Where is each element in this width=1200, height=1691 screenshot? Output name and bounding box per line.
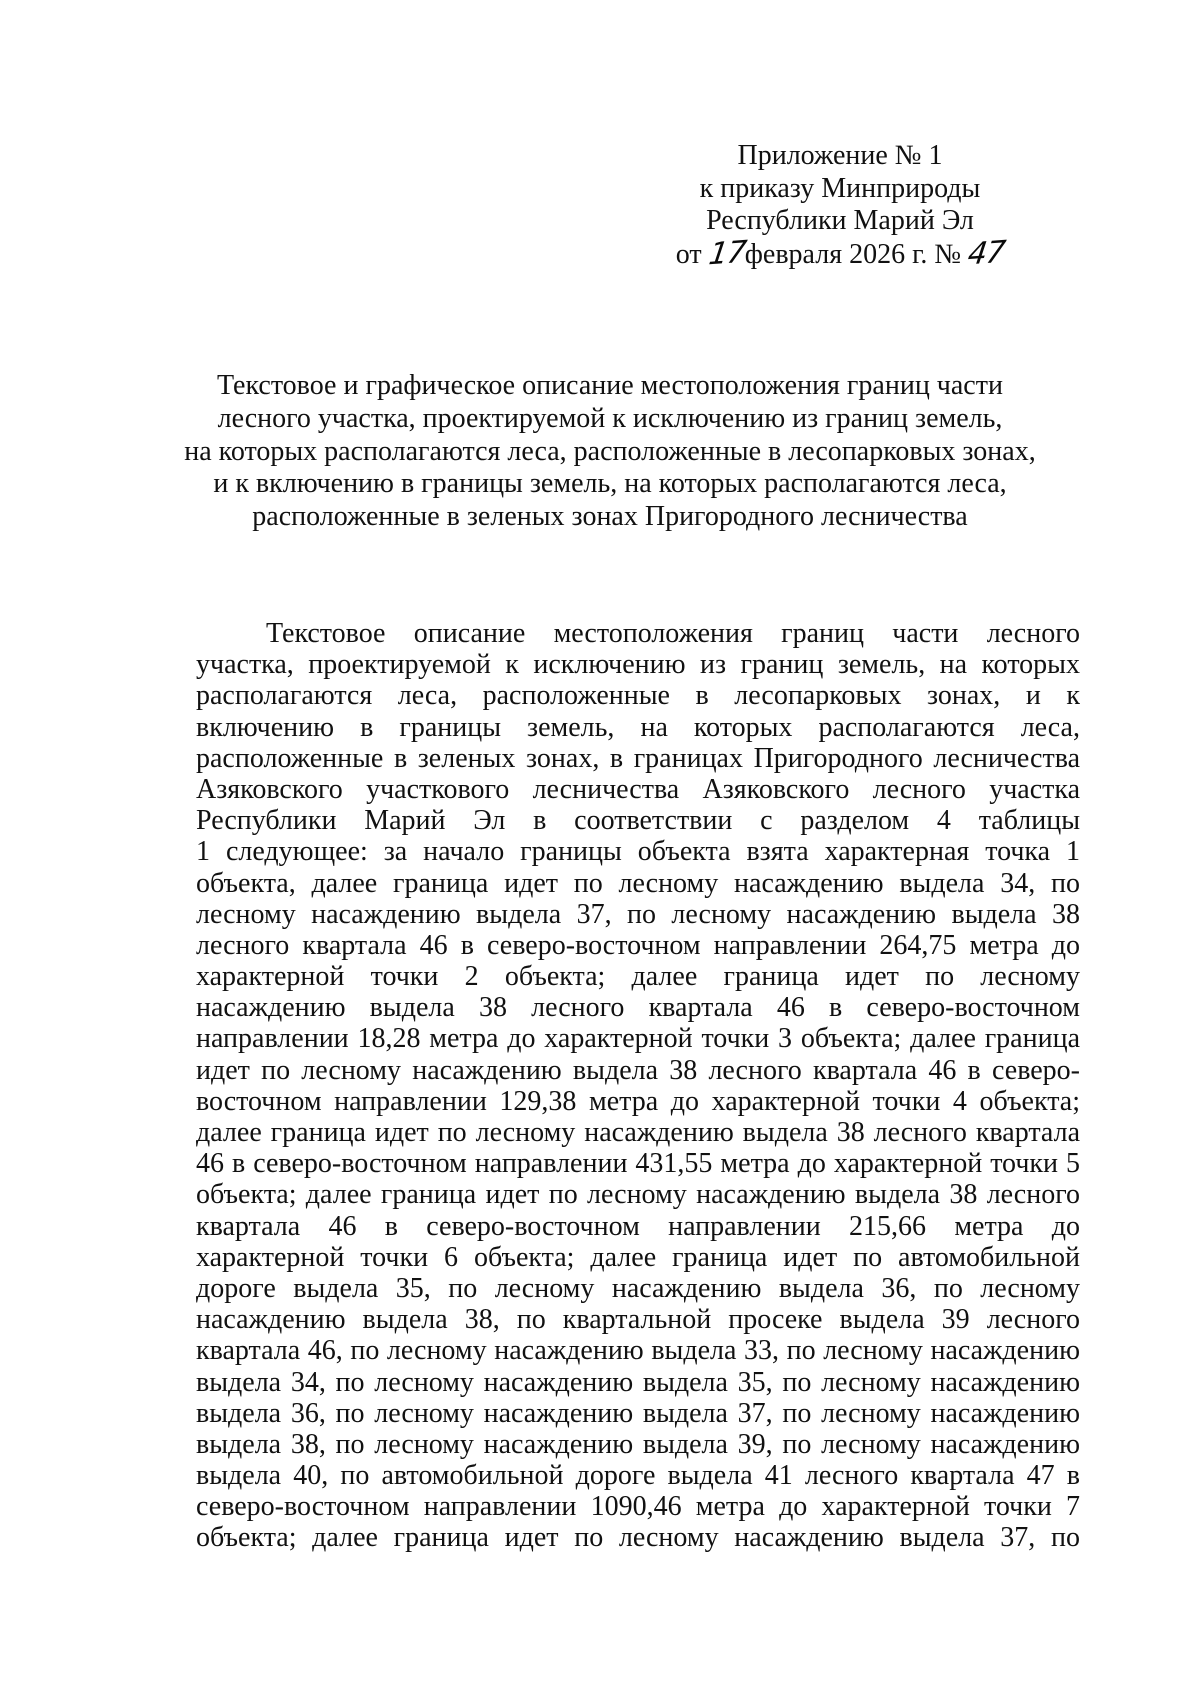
body-line: участка, проектируемой к исключению из границ земель, на которых [196, 649, 1080, 681]
body-line: 1 следующее: за начало границы объекта взята характерная точка 1 [196, 836, 1080, 868]
title-line: расположенные в зеленых зонах Пригородного лесничества [252, 501, 968, 533]
body-line: объекта; далее граница идет по лесному насаждению выдела 38 лесного [196, 1179, 1080, 1211]
body-line: лесного квартала 46 в северо-восточном направлении 264,75 метра до [196, 929, 1080, 961]
body-line: квартала 46, по лесному насаждению выдела 33, по лесному насаждению [196, 1335, 1080, 1367]
body-line: Республики Марий Эл в соответствии с разделом 4 таблицы [196, 805, 1080, 837]
appendix-number: Приложение № 1 [737, 140, 943, 171]
body-line: восточном направлении 129,38 метра до характерной точки 4 объекта; [196, 1085, 1080, 1117]
body-line: выдела 40, по автомобильной дороге выдела 41 лесного квартала 47 в [196, 1460, 1080, 1492]
body-line: северо-восточном направлении 1090,46 метра до характерной точки 7 [196, 1491, 1080, 1523]
body-line: выдела 34, по лесному насаждению выдела 35, по лесному насаждению [196, 1366, 1080, 1398]
title-line: лесного участка, проектируемой к исключению из границ земель, [217, 402, 1003, 434]
appendix-order-ref: к приказу Минприроды [699, 172, 981, 204]
title-line: Текстовое и графическое описание местоположения границ части [217, 370, 1003, 401]
appendix-date-line [620, 234, 1060, 272]
appendix-republic: Республики Марий Эл [706, 205, 974, 236]
body-line: Азяковского участкового лесничества Азяковского лесного участка [196, 773, 1080, 805]
appendix-date-middle: февраля 2026 г. № [744, 238, 969, 270]
body-line: располагаются леса, расположенные в лесопарковых зонах, и к [196, 680, 1080, 712]
body-line: лесному насаждению выдела 37, по лесному насаждению выдела 38 [196, 898, 1080, 930]
body-line: включению в границы земель, на которых располагаются леса, [196, 711, 1080, 743]
body-line: объекта; далее граница идет по лесному насаждению выдела 37, по [196, 1522, 1080, 1554]
title-line: и к включению в границы земель, на которых располагаются леса, [213, 468, 1007, 500]
title-line: на которых располагаются леса, расположенные в лесопарковых зонах, [184, 435, 1036, 467]
handwritten-order-number: 47 [965, 234, 1007, 272]
body-line: насаждению выдела 38 лесного квартала 46 в северо-восточном [196, 992, 1080, 1024]
body-line: выдела 38, по лесному насаждению выдела 39, по лесному насаждению [196, 1428, 1080, 1460]
body-line: направлении 18,28 метра до характерной точки 3 объекта; далее граница [196, 1023, 1080, 1055]
body-line: характерной точки 2 объекта; далее граница идет по лесному [196, 961, 1080, 993]
body-line: идет по лесному насаждению выдела 38 лесного квартала 46 в северо- [196, 1054, 1080, 1086]
body-line: Текстовое описание местоположения границ части лесного [266, 618, 1080, 649]
appendix-header [620, 140, 1060, 271]
body-line: насаждению выдела 38, по квартальной просеке выдела 39 лесного [196, 1304, 1080, 1336]
body-line: 46 в северо-восточном направлении 431,55 метра до характерной точки 5 [196, 1148, 1080, 1180]
body-line: расположенные в зеленых зонах, в границах Пригородного лесничества [196, 742, 1080, 774]
body-paragraph [196, 618, 1080, 1554]
body-line: далее граница идет по лесному насаждению выдела 38 лесного квартала [196, 1117, 1080, 1148]
body-line: выдела 36, по лесному насаждению выдела 37, по лесному насаждению [196, 1397, 1080, 1429]
body-line: квартала 46 в северо-восточном направлении 215,66 метра до [196, 1210, 1080, 1242]
document-title [160, 370, 1060, 534]
body-line: характерной точки 6 объекта; далее граница идет по автомобильной [196, 1241, 1080, 1273]
handwritten-day: 17 [706, 234, 748, 272]
body-line: дороге выдела 35, по лесному насаждению выдела 36, по лесному [196, 1272, 1080, 1304]
appendix-date-prefix: от [675, 238, 709, 270]
body-line: объекта, далее граница идет по лесному насаждению выдела 34, по [196, 867, 1080, 899]
